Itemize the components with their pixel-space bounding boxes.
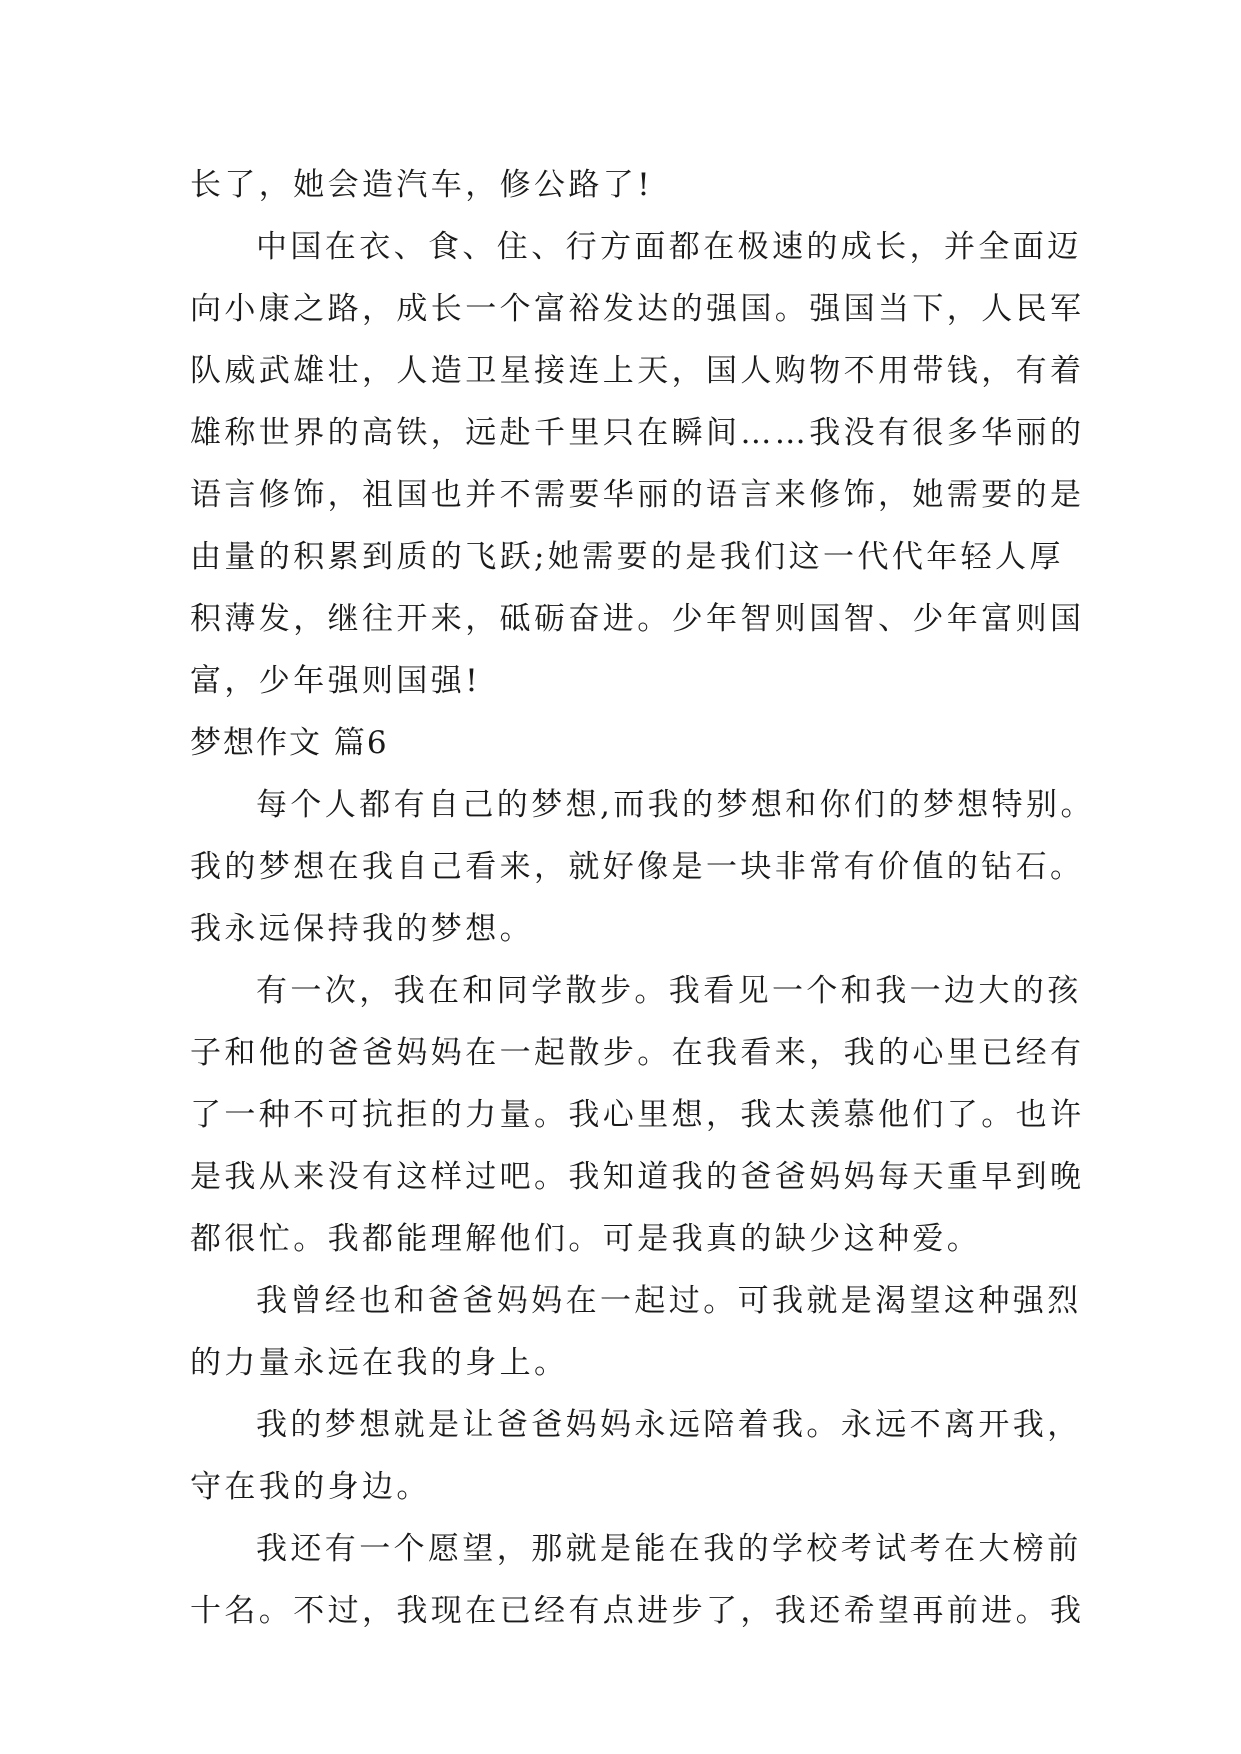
text-line: 我曾经也和爸爸妈妈在一起过。可我就是渴望这种强烈 — [256, 1283, 1082, 1319]
text-line: 长了，她会造汽车，修公路了! — [190, 167, 654, 203]
text-line: 了一种不可抗拒的力量。我心里想，我太羡慕他们了。也许 — [190, 1097, 1085, 1133]
text-line: 向小康之路，成长一个富裕发达的强国。强国当下，人民军 — [190, 291, 1085, 327]
text-line: 富，少年强则国强! — [190, 663, 482, 699]
text-line: 语言修饰，祖国也并不需要华丽的语言来修饰，她需要的是 — [190, 477, 1085, 513]
text-line: 中国在衣、食、住、行方面都在极速的成长，并全面迈 — [256, 229, 1082, 265]
text-line: 有一次，我在和同学散步。我看见一个和我一边大的孩 — [256, 973, 1082, 1009]
text-line: 我的梦想就是让爸爸妈妈永远陪着我。永远不离开我， — [256, 1407, 1082, 1443]
text-line: 的力量永远在我的身上。 — [190, 1345, 569, 1381]
text-line: 都很忙。我都能理解他们。可是我真的缺少这种爱。 — [190, 1221, 982, 1257]
text-line: 子和他的爸爸妈妈在一起散步。在我看来，我的心里已经有 — [190, 1035, 1085, 1071]
text-line: 积薄发，继往开来，砥砺奋进。少年智则国智、少年富则国 — [190, 601, 1085, 637]
text-line: 由量的积累到质的飞跃;她需要的是我们这一代代年轻人厚 — [190, 539, 1064, 575]
text-line: 守在我的身边。 — [190, 1469, 431, 1505]
text-line: 我的梦想在我自己看来，就好像是一块非常有价值的钻石。 — [190, 849, 1085, 885]
text-line: 雄称世界的高铁，远赴千里只在瞬间……我没有很多华丽的 — [190, 415, 1085, 451]
text-line: 十名。不过，我现在已经有点进步了，我还希望再前进。我 — [190, 1593, 1085, 1629]
text-line: 队威武雄壮，人造卫星接连上天，国人购物不用带钱，有着 — [190, 353, 1085, 389]
section-heading: 梦想作文 篇6 — [190, 725, 389, 761]
text-line: 我还有一个愿望，那就是能在我的学校考试考在大榜前 — [256, 1531, 1082, 1567]
text-line: 每个人都有自己的梦想,而我的梦想和你们的梦想特别。 — [256, 787, 1095, 823]
text-line: 是我从来没有这样过吧。我知道我的爸爸妈妈每天重早到晚 — [190, 1159, 1085, 1195]
document-body — [190, 160, 1095, 1648]
text-line: 我永远保持我的梦想。 — [190, 911, 534, 947]
